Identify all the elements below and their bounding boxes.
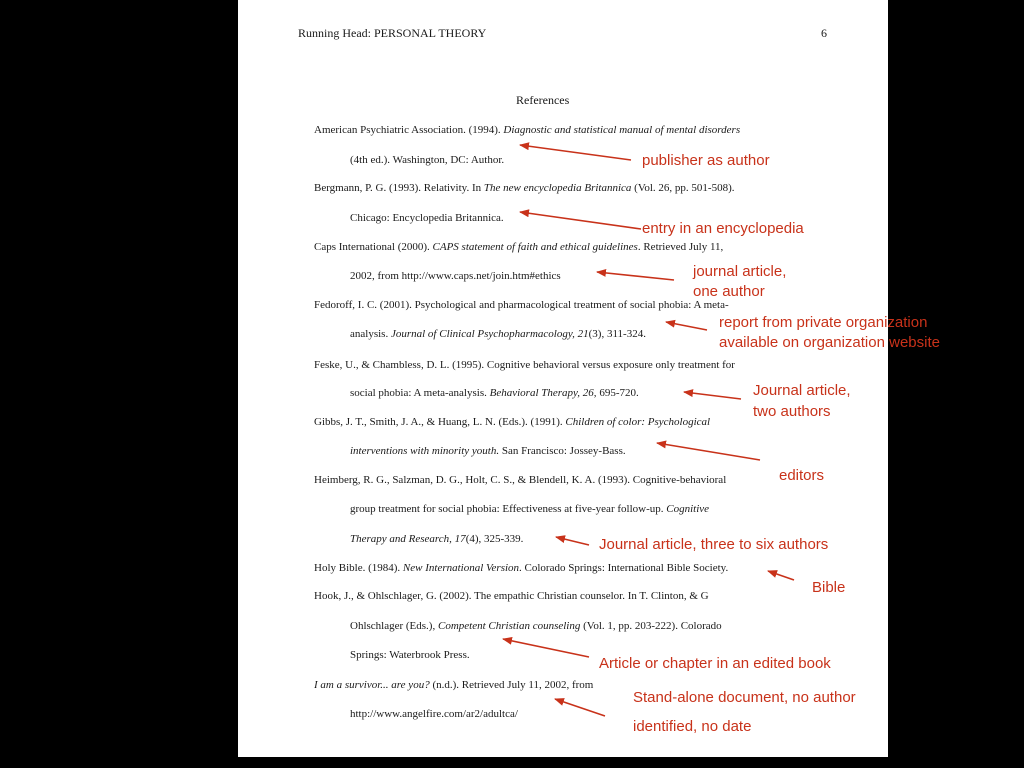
arrow-encyclopedia <box>520 212 641 229</box>
arrow-editors <box>657 443 760 460</box>
annotation-report-line2: available on organization website <box>719 334 940 351</box>
page-number: 6 <box>821 26 827 40</box>
reference-line: (4th ed.). Washington, DC: Author. <box>350 154 505 166</box>
arrow-report <box>666 322 707 330</box>
reference-line: Fedoroff, I. C. (2001). Psychological and pharmacological treatment of social phobia: A meta- <box>314 299 729 311</box>
annotation-bible: Bible <box>812 579 846 596</box>
arrow-bible <box>768 571 794 580</box>
reference-line: 2002, from http://www.caps.net/join.htm#ethics <box>350 270 561 282</box>
annotation-journal-one-author-line1: journal article, <box>693 263 787 280</box>
reference-line: Ohlschlager (Eds.), Competent Christian counseling (Vol. 1, pp. 203-222). Colorado <box>350 620 722 632</box>
arrow-edited-book <box>503 639 589 657</box>
reference-line: Holy Bible. (1984). New International Version. Colorado Springs: International Bible Society. <box>314 562 729 574</box>
arrow-standalone <box>555 699 605 716</box>
reference-line: Therapy and Research, 17(4), 325-339. <box>350 533 524 545</box>
reference-line: Caps International (2000). CAPS statement of faith and ethical guidelines. Retrieved July 11, <box>314 241 724 253</box>
reference-line: social phobia: A meta-analysis. Behavioral Therapy, 26, 695-720. <box>350 387 639 399</box>
reference-line: analysis. Journal of Clinical Psychopharmacology, 21(3), 311-324. <box>350 328 646 340</box>
running-head: Running Head: PERSONAL THEORY <box>298 26 487 40</box>
reference-line: Hook, J., & Ohlschlager, G. (2002). The empathic Christian counselor. In T. Clinton, & G <box>314 590 709 602</box>
reference-line: group treatment for social phobia: Effectiveness at five-year follow-up. Cognitive <box>350 503 710 515</box>
reference-line: Springs: Waterbrook Press. <box>350 649 470 661</box>
reference-line: Chicago: Encyclopedia Britannica. <box>350 212 504 224</box>
reference-line: http://www.angelfire.com/ar2/adultca/ <box>350 708 518 720</box>
annotation-publisher-as-author: publisher as author <box>642 152 770 169</box>
annotation-encyclopedia: entry in an encyclopedia <box>642 220 804 237</box>
annotation-journal-two-line1: Journal article, <box>753 382 851 399</box>
references-title: References <box>516 93 570 107</box>
annotation-three-six-authors: Journal article, three to six authors <box>599 536 829 553</box>
reference-line: interventions with minority youth. San Francisco: Jossey-Bass. <box>350 445 626 457</box>
annotation-edited-book: Article or chapter in an edited book <box>599 655 831 672</box>
reference-line: I am a survivor... are you? (n.d.). Retrieved July 11, 2002, from <box>314 679 594 691</box>
reference-line: Heimberg, R. G., Salzman, D. G., Holt, C. S., & Blendell, K. A. (1993). Cognitive-behavioral <box>314 474 727 486</box>
reference-line: Feske, U., & Chambless, D. L. (1995). Cognitive behavioral versus exposure only treatment for <box>314 359 735 371</box>
annotation-standalone-line2: identified, no date <box>633 718 752 735</box>
annotation-report-line1: report from private organization <box>719 314 928 331</box>
reference-line: American Psychiatric Association. (1994). Diagnostic and statistical manual of mental disorders <box>314 124 741 136</box>
arrow-publisher <box>520 145 631 160</box>
reference-line: Gibbs, J. T., Smith, J. A., & Huang, L. N. (Eds.). (1991). Children of color: Psychological <box>314 416 711 428</box>
arrow-journal-two <box>684 392 741 399</box>
annotation-standalone-line1: Stand-alone document, no author <box>633 689 856 706</box>
annotation-journal-two-line2: two authors <box>753 403 831 420</box>
arrow-journal-one <box>597 272 674 280</box>
reference-line: Bergmann, P. G. (1993). Relativity. In The new encyclopedia Britannica (Vol. 26, pp. 501-508). <box>314 182 735 194</box>
annotation-journal-one-author-line2: one author <box>693 283 765 300</box>
annotation-editors: editors <box>779 467 825 484</box>
arrow-three-six <box>556 537 589 545</box>
